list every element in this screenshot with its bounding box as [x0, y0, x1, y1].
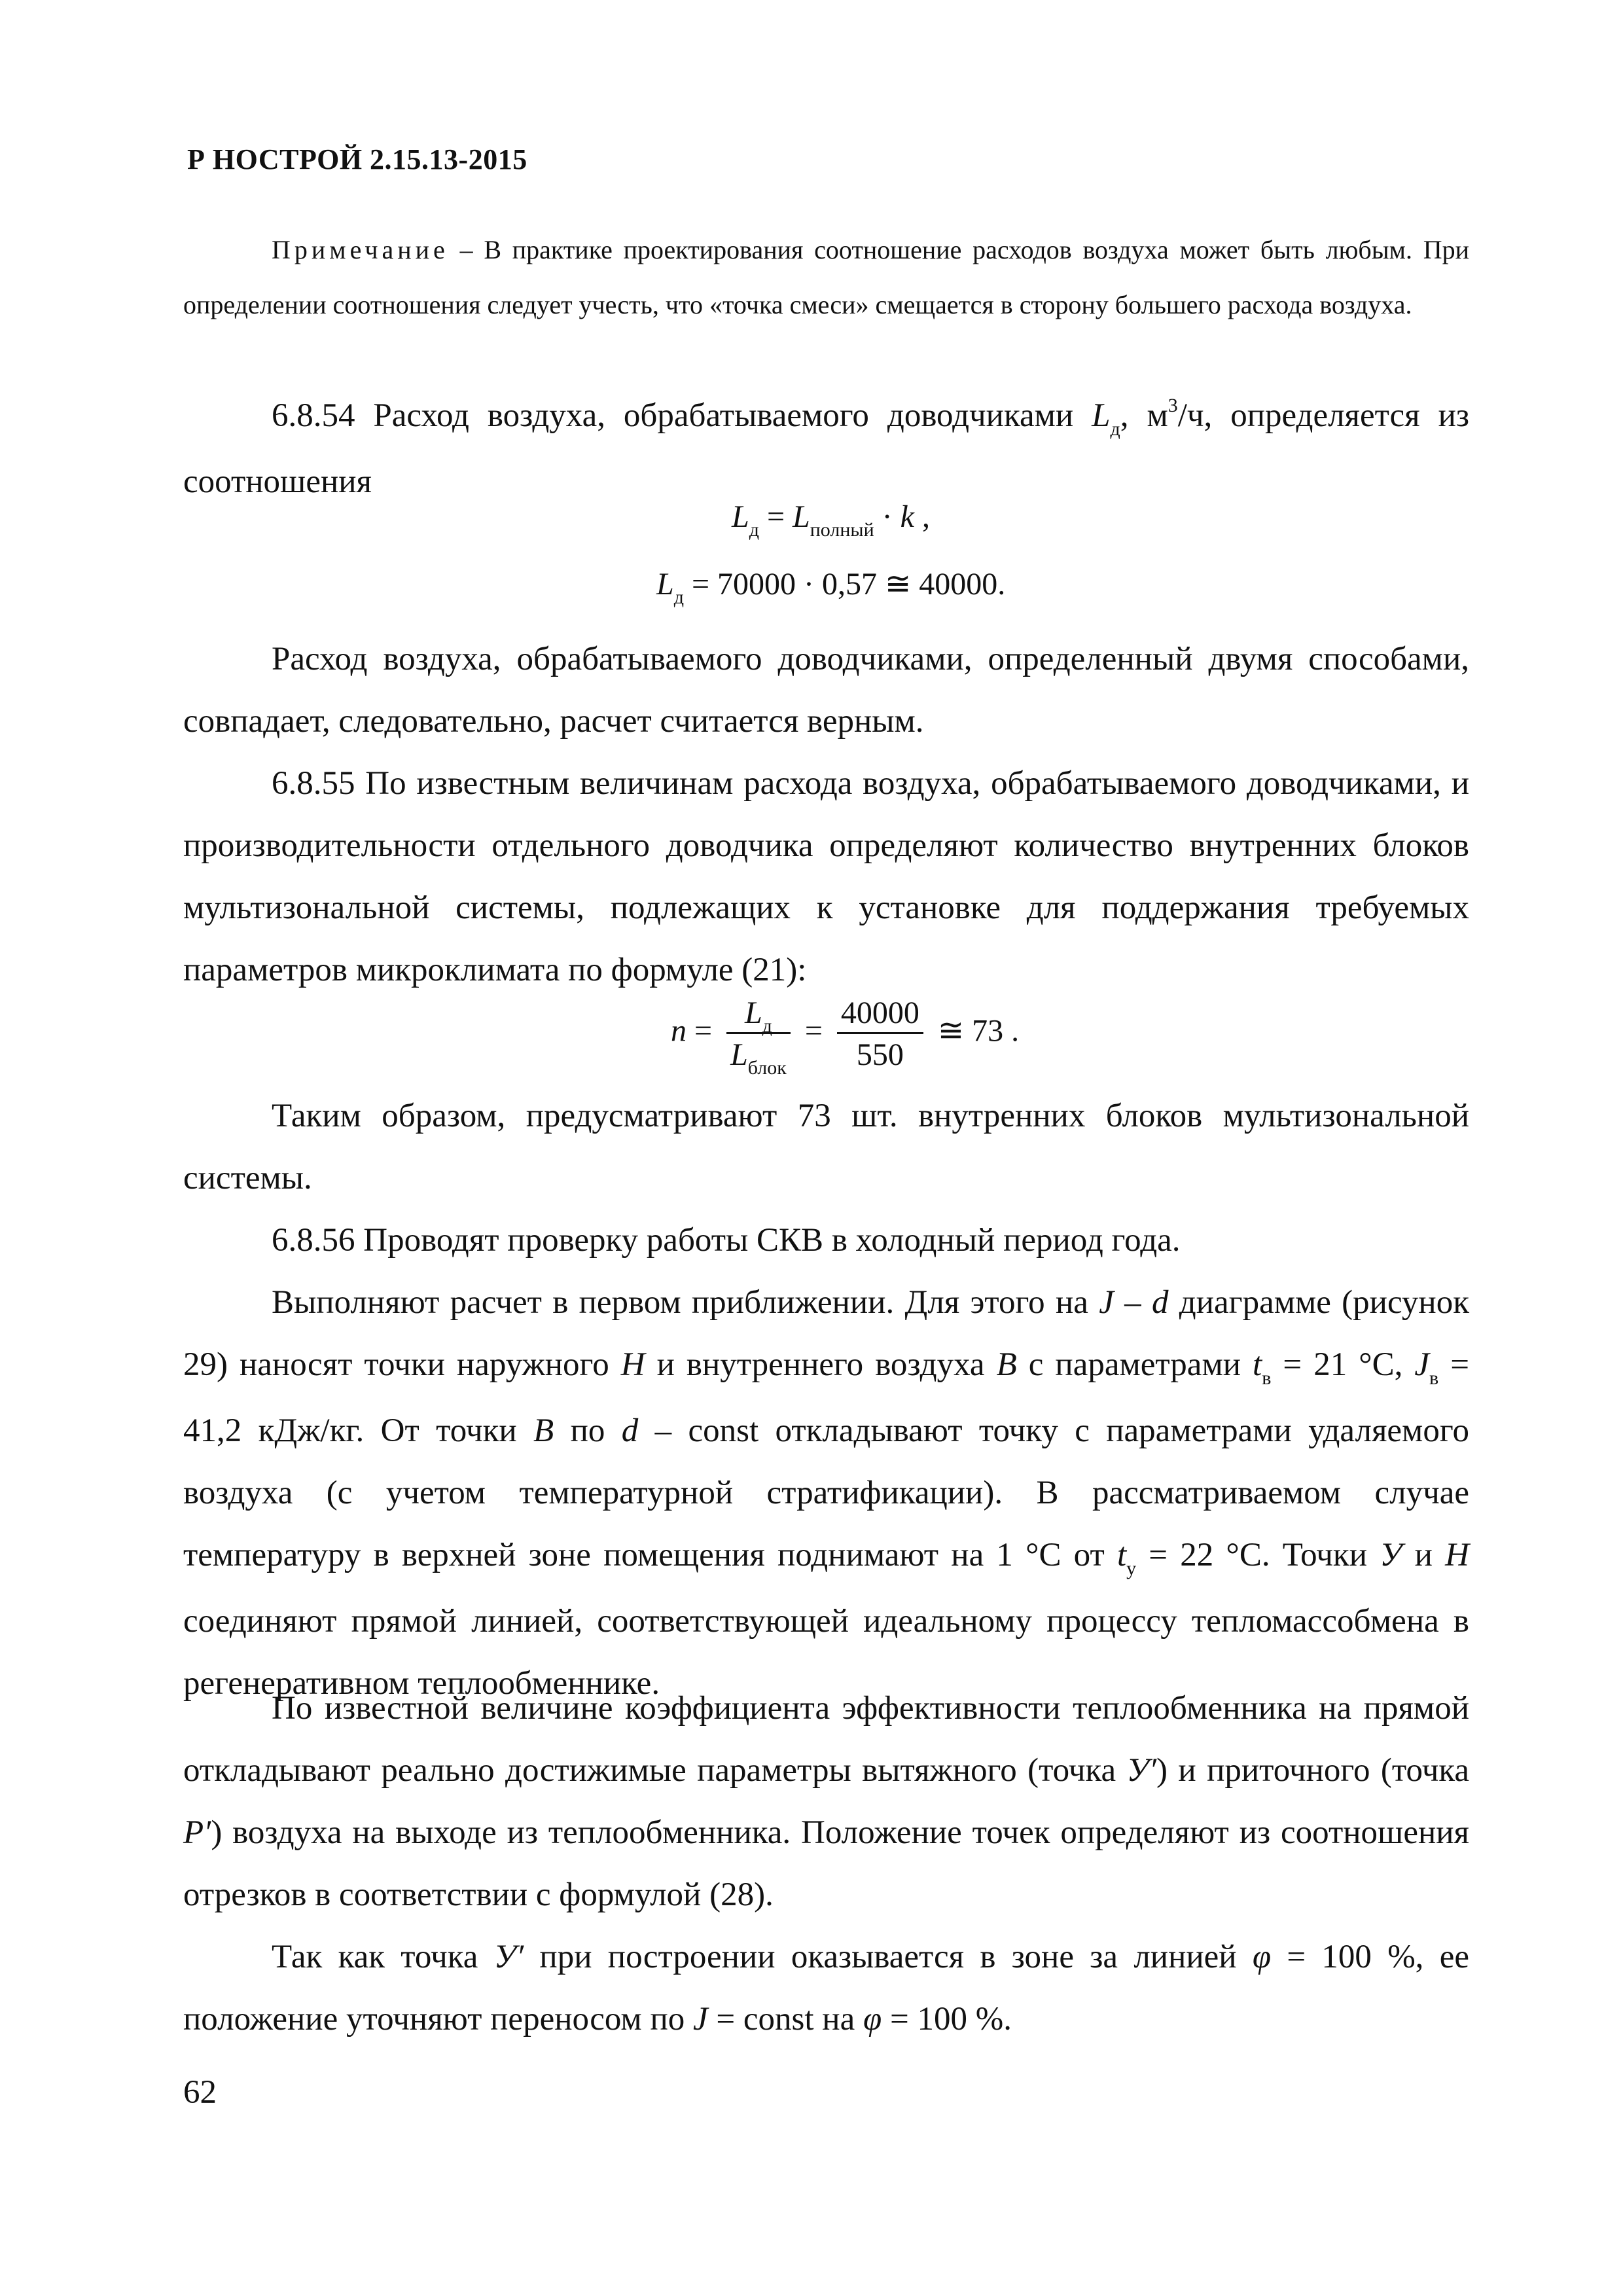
p6-t6: = 41,2 кДж/кг. От точки — [183, 1346, 1470, 1449]
p4-text: Таким образом, предусматривают 73 шт. внутренних блоков мультизональной системы. — [183, 1098, 1469, 1196]
document-code-header: Р НОСТРОЙ 2.15.13-2015 — [187, 143, 527, 175]
paragraph-correction — [183, 1926, 1469, 2051]
p8-v4: φ — [863, 2001, 882, 2037]
p1-var-l: L — [1092, 397, 1111, 434]
p6-t10: и — [1402, 1537, 1446, 1573]
p6-t8: – const откладывают точку с параметрами удаляемого воздуха (с учетом температурной стратификации). В рассматриваемом случае температуру в верхней зоне помещения поднимают на 1 °С от — [183, 1412, 1469, 1573]
fraction-values — [837, 995, 923, 1073]
paragraph-6-8-56 — [183, 1210, 1469, 1272]
p6-t7: по — [554, 1412, 622, 1449]
p6-v5: J — [1414, 1346, 1430, 1383]
p1-text-c: /ч, определяется из соотношения — [183, 397, 1470, 500]
p6-s5: в — [1429, 1367, 1439, 1389]
page-number: 62 — [183, 2074, 217, 2111]
f1-r1: L — [793, 499, 810, 534]
f1-dot: · — [874, 499, 901, 534]
paragraph-check — [183, 628, 1469, 753]
note-text: – В практике проектирования соотношение расходов воздуха может быть любым. При определении соотношения следует учесть, что «точка смеси» смещается в сторону большего расхода воздуха. — [183, 235, 1469, 319]
p6-t11: соединяют прямой линией, соответствующей идеальному процессу тепломассобмена в регенеративном теплообменнике. — [183, 1603, 1469, 1702]
paragraph-6-8-55 — [183, 753, 1469, 1001]
p6-v1: J – d — [1099, 1284, 1169, 1321]
p8-t2: при построении оказывается в зоне за линией — [524, 1939, 1253, 1975]
f1-r2: k — [900, 499, 914, 534]
p6-v3: В — [996, 1346, 1017, 1383]
p6-t4: с параметрами — [1016, 1346, 1253, 1383]
p6-t1: Выполняют расчет в первом приближении. Для этого на — [272, 1284, 1099, 1321]
p7-v1: У′ — [1126, 1752, 1157, 1789]
note-label: Примечание — [272, 235, 449, 264]
paragraph-result — [183, 1085, 1469, 1210]
p6-s4: в — [1262, 1367, 1272, 1389]
p5-text: 6.8.56 Проводят проверку работы СКВ в холодный период года. — [272, 1222, 1181, 1259]
f3-den2: 550 — [856, 1037, 904, 1072]
p6-v8: t — [1116, 1537, 1127, 1573]
note-paragraph — [183, 223, 1469, 332]
f3-lhs: n — [671, 1013, 687, 1049]
p6-v4: t — [1253, 1346, 1262, 1383]
p7-v2: Р′ — [183, 1814, 211, 1851]
f3-num2: 40000 — [837, 995, 923, 1034]
p8-t3: = 100 %, ее положение уточняют переносом по — [183, 1939, 1469, 2037]
p6-t5: = 21 °С, — [1271, 1346, 1415, 1383]
p8-t4: = const на — [707, 2001, 863, 2037]
p6-v2: Н — [620, 1346, 645, 1383]
p1-text-b: , м — [1120, 397, 1168, 434]
p6-t2: диаграмме (рисунок 29) наносят точки наружного — [183, 1284, 1469, 1383]
formula-ld-definition — [732, 499, 930, 541]
f2-rhs: = 70000 · 0,57 ≅ 40000. — [683, 567, 1006, 601]
p6-v6: В — [533, 1412, 554, 1449]
paragraph-heat-exchanger — [183, 1677, 1469, 1926]
f3-den1: L — [730, 1037, 748, 1072]
p6-t3: и внутреннего воздуха — [645, 1346, 997, 1383]
f3-num1-sub: д — [762, 1015, 772, 1037]
fraction-ld-lblok — [726, 995, 791, 1079]
f1-end: , — [914, 499, 930, 534]
p6-t9: = 22 °С. Точки — [1136, 1537, 1380, 1573]
f3-res: ≅ 73 . — [929, 1013, 1020, 1049]
p3-text: 6.8.55 По известным величинам расхода воздуха, обрабатываемого доводчиками, и производительности отдельного доводчика определяют количество внутренних блоков мультизональной системы, подлежащих к установке для поддержания требуемых параметров микроклимата по формуле (21): — [183, 765, 1469, 988]
p6-v7: d — [621, 1412, 639, 1449]
f3-eq: = — [687, 1013, 721, 1049]
p8-t5: = 100 %. — [882, 2001, 1012, 2037]
f1-lhs-sub: д — [749, 519, 759, 541]
p6-v9: У — [1380, 1537, 1402, 1573]
p7-t2: ) и приточного (точка — [1156, 1752, 1469, 1789]
f3-den1-sub: блок — [747, 1057, 787, 1079]
f1-r1-sub: полный — [810, 519, 874, 541]
p1-sub: д — [1110, 418, 1120, 440]
f1-eq: = — [758, 499, 793, 534]
f1-lhs: L — [732, 499, 749, 534]
p2-text: Расход воздуха, обрабатываемого доводчиками, определенный двумя способами, совпадает, следовательно, расчет считается верным. — [183, 641, 1469, 740]
p8-v2: φ — [1252, 1939, 1272, 1975]
p6-v10: Н — [1445, 1537, 1469, 1573]
p8-t1: Так как точка — [272, 1939, 494, 1975]
formula-ld-value — [656, 565, 1006, 608]
f3-num1: L — [744, 996, 762, 1030]
p1-sup: 3 — [1168, 395, 1178, 416]
p7-t3: ) воздуха на выходе из теплообменника. Положение точек определяют из соотношения отрезков в соответствии с формулой (28). — [183, 1814, 1469, 1913]
p6-s8: у — [1126, 1558, 1137, 1579]
p8-v3: J — [693, 2001, 708, 2037]
f2-lhs: L — [656, 567, 674, 601]
paragraph-first-approximation — [183, 1272, 1469, 1715]
formula-n-units — [671, 995, 1020, 1079]
p8-v1: У′ — [493, 1939, 524, 1975]
p7-t1: По известной величине коэффициента эффективности теплообменника на прямой откладывают реально достижимые параметры вытяжного (точка — [183, 1690, 1469, 1789]
paragraph-6-8-54 — [183, 385, 1469, 513]
f3-eq2: = — [796, 1013, 830, 1049]
f2-lhs-sub: д — [673, 586, 684, 608]
p1-text-a: 6.8.54 Расход воздуха, обрабатываемого доводчиками — [272, 397, 1092, 434]
